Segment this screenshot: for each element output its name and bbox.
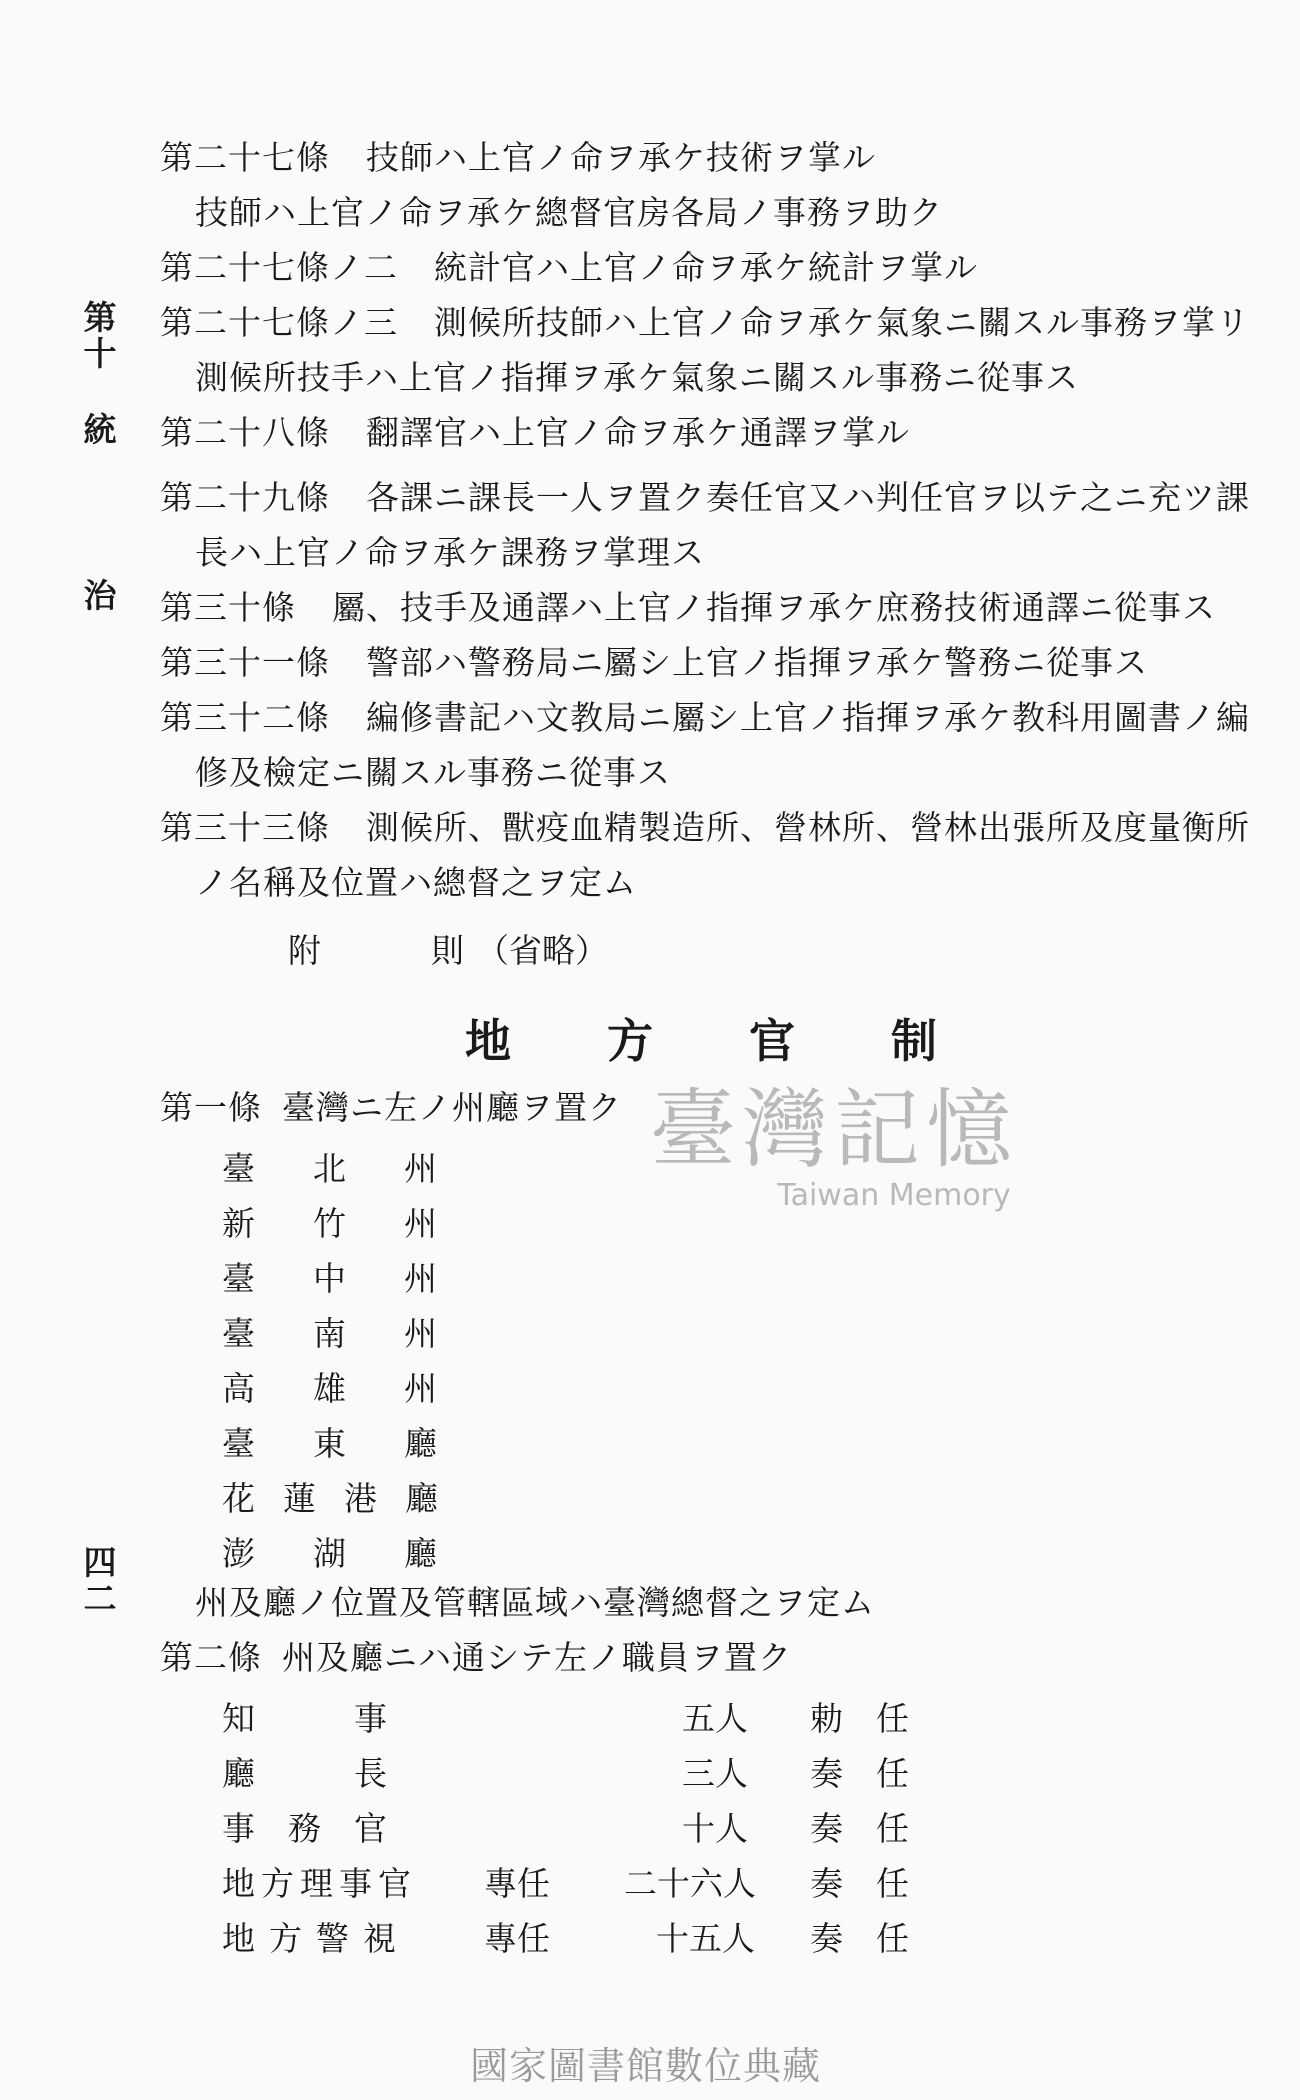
appendix-label-2: 則	[431, 931, 464, 970]
staff-count: 二十六人	[624, 1864, 756, 1903]
appendix-label: 附	[288, 931, 321, 970]
staff-type: 專任	[484, 1864, 550, 1903]
place-item: 澎湖廳	[222, 1534, 495, 1573]
article-27-3	[160, 303, 1250, 343]
staff-title: 地方警視	[222, 1919, 410, 1958]
article-29	[160, 478, 1250, 518]
staff-count: 十人	[682, 1809, 748, 1848]
staff-rank: 勅 任	[810, 1699, 909, 1738]
staff-rank: 奏 任	[810, 1754, 909, 1793]
article-number: 第三十一條	[160, 643, 330, 682]
staff-type: 專任	[484, 1919, 550, 1958]
article-number: 第一條	[160, 1088, 262, 1127]
place-item: 新竹州	[222, 1204, 495, 1243]
staff-count: 十五人	[656, 1919, 755, 1958]
local-article-1	[160, 1088, 622, 1128]
staff-title: 廳 長	[222, 1754, 387, 1793]
article-32-continued: 修及檢定ニ關スル事務ニ從事ス	[195, 753, 671, 792]
article-text: 技師ハ上官ノ命ヲ承ケ技術ヲ掌ル	[366, 138, 876, 177]
staff-title: 事 務 官	[222, 1809, 387, 1848]
place-item: 高雄州	[222, 1369, 495, 1408]
section-title: 地方官制	[465, 1014, 1033, 1068]
place-item: 花蓮港廳	[222, 1479, 466, 1518]
page-number-char: 四	[83, 1543, 117, 1582]
article-text: 編修書記ハ文教局ニ屬シ上官ノ指揮ヲ承ケ教科用圖書ノ編	[366, 698, 1250, 737]
staff-row	[222, 1693, 942, 1738]
article-number: 第二十七條	[160, 138, 330, 177]
article-27-continued: 技師ハ上官ノ命ヲ承ケ總督官房各局ノ事務ヲ助ク	[195, 193, 943, 232]
staff-title: 知 事	[222, 1699, 387, 1738]
article-number: 第二十七條ノ二	[160, 248, 398, 287]
article-number: 第二十七條ノ三	[160, 303, 398, 342]
article-number: 第三十條	[160, 588, 296, 627]
place-item: 臺北州	[222, 1149, 495, 1188]
article-text: 翻譯官ハ上官ノ命ヲ承ケ通譯ヲ掌ル	[366, 413, 910, 452]
article-text: 警部ハ警務局ニ屬シ上官ノ指揮ヲ承ケ警務ニ從事ス	[366, 643, 1148, 682]
local-article-1-continued: 州及廳ノ位置及管轄區域ハ臺灣總督之ヲ定ム	[195, 1583, 875, 1622]
staff-count: 五人	[682, 1699, 748, 1738]
article-27-2	[160, 248, 978, 288]
footer-credit: 國家圖書館數位典藏	[470, 2044, 822, 2088]
article-number: 第三十二條	[160, 698, 330, 737]
staff-row	[222, 1858, 942, 1903]
article-30	[160, 588, 1216, 628]
page-number-char: 二	[83, 1579, 117, 1618]
article-text: 各課ニ課長一人ヲ置ク奏任官又ハ判任官ヲ以テ之ニ充ツ課	[366, 478, 1250, 517]
chapter-label	[80, 300, 120, 448]
article-33	[160, 808, 1250, 848]
appendix-note: （省略）	[476, 931, 608, 970]
article-text: 統計官ハ上官ノ命ヲ承ケ統計ヲ掌ル	[434, 248, 978, 287]
article-text: 測候所技師ハ上官ノ命ヲ承ケ氣象ニ關スル事務ヲ掌リ	[434, 303, 1250, 342]
staff-title: 地方理事官	[222, 1864, 417, 1903]
article-29-continued: 長ハ上官ノ命ヲ承ケ課務ヲ掌理ス	[195, 533, 705, 572]
chapter-char: 十	[83, 334, 117, 373]
staff-rank: 奏 任	[810, 1809, 909, 1848]
staff-count: 三人	[682, 1754, 748, 1793]
article-number: 第三十三條	[160, 808, 330, 847]
chapter-char: 統	[83, 410, 117, 449]
place-item: 臺東廳	[222, 1424, 495, 1463]
article-number: 第二條	[160, 1638, 262, 1677]
article-number: 第二十八條	[160, 413, 330, 452]
article-28	[160, 413, 910, 453]
article-31	[160, 643, 1148, 683]
staff-rank: 奏 任	[810, 1864, 909, 1903]
article-27-3-continued: 測候所技手ハ上官ノ指揮ヲ承ケ氣象ニ關スル事務ニ從事ス	[195, 358, 1079, 397]
chapter-char: 第	[83, 298, 117, 337]
watermark-en: Taiwan Memory	[777, 1178, 1011, 1213]
article-text: 測候所、獸疫血精製造所、營林所、營林出張所及度量衡所	[366, 808, 1250, 847]
article-32	[160, 698, 1250, 738]
staff-row	[222, 1913, 942, 1958]
appendix-heading	[288, 925, 608, 972]
article-27	[160, 138, 876, 178]
place-item: 臺中州	[222, 1259, 495, 1298]
place-item: 臺南州	[222, 1314, 495, 1353]
article-number: 第二十九條	[160, 478, 330, 517]
page-number	[80, 1545, 120, 1617]
staff-row	[222, 1748, 942, 1793]
article-text: 屬、技手及通譯ハ上官ノ指揮ヲ承ケ庶務技術通譯ニ從事ス	[332, 588, 1216, 627]
chapter-label-2: 治	[83, 576, 117, 615]
article-33-continued: ノ名稱及位置ハ總督之ヲ定ム	[195, 863, 637, 902]
watermark-logo	[650, 1060, 1018, 1213]
staff-rank: 奏 任	[810, 1919, 909, 1958]
article-text: 州及廳ニハ通シテ左ノ職員ヲ置ク	[282, 1638, 792, 1677]
article-text: 臺灣ニ左ノ州廳ヲ置ク	[282, 1088, 622, 1127]
watermark-zh: 臺灣記憶	[650, 1080, 1018, 1180]
staff-row	[222, 1803, 942, 1848]
local-article-2	[160, 1638, 792, 1678]
